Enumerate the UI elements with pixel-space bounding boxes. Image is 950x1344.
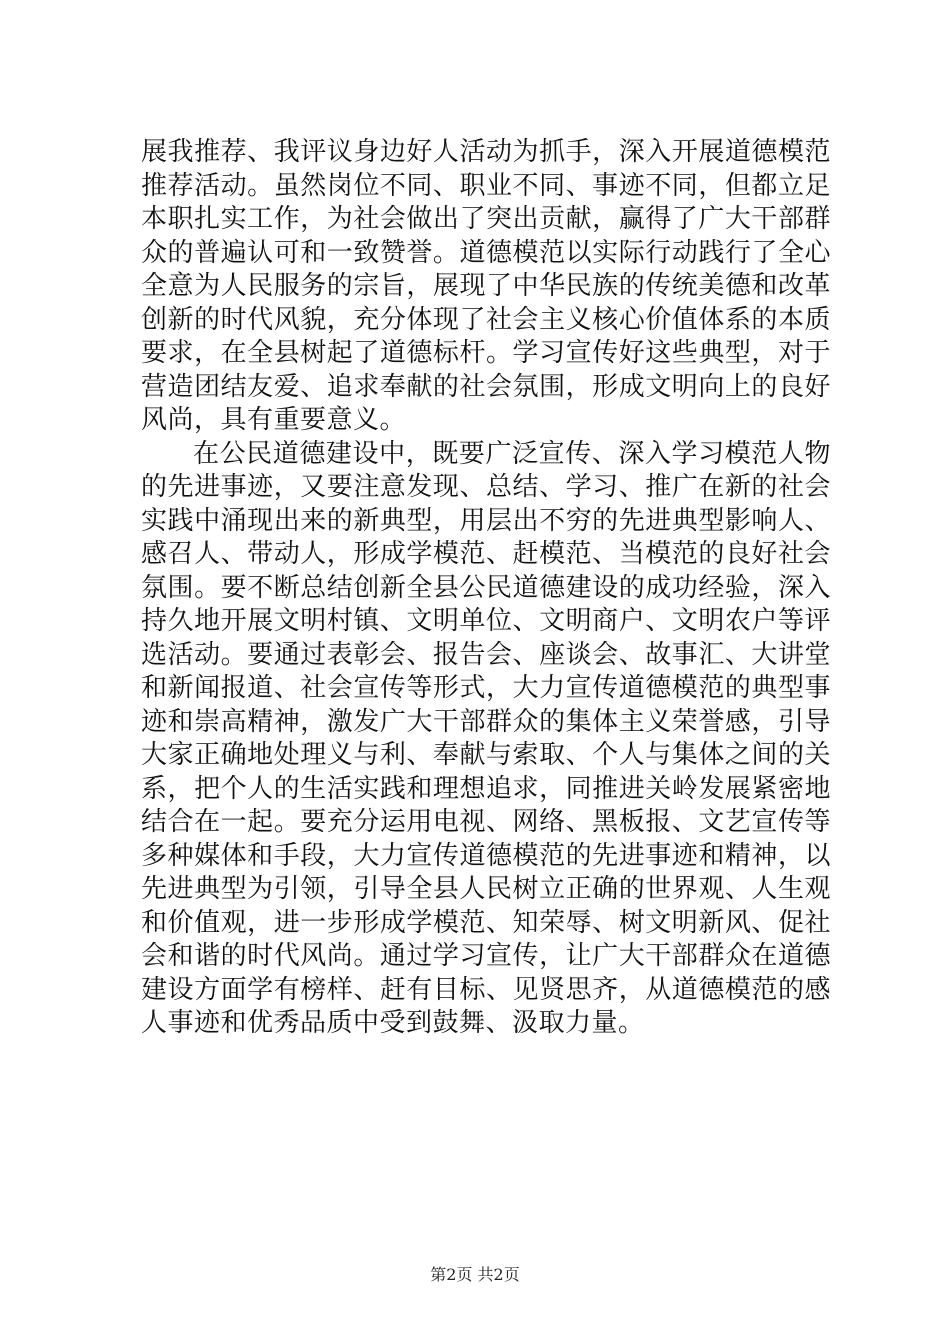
page-footer: 第2页 共2页	[430, 1265, 520, 1284]
document-body	[141, 136, 831, 1041]
paragraph-1: 展我推荐、我评议身边好人活动为抓手，深入开展道德模范推荐活动。虽然岗位不同、职业不同、事迹不同，但都立足本职扎实工作，为社会做出了突出贡献，赢得了广大干部群众的普遍认可和一致赞誉。道德模范以实际行动践行了全心全意为人民服务的宗旨，展现了中华民族的传统美德和改革创新的时代风貌，充分体现了社会主义核心价值体系的本质要求，在全县树起了道德标杆。学习宣传好这些典型，对于营造团结友爱、追求奉献的社会氛围，形成文明向上的良好风尚，具有重要意义。	[141, 137, 831, 435]
paragraph-2: 在公民道德建设中，既要广泛宣传、深入学习模范人物的先进事迹，又要注意发现、总结、学习、推广在新的社会实践中涌现出来的新典型，用层出不穷的先进典型影响人、感召人、带动人，形成学模范、赶模范、当模范的良好社会氛围。要不断总结创新全县公民道德建设的成功经验，深入持久地开展文明村镇、文明单位、文明商户、文明农户等评选活动。要通过表彰会、报告会、座谈会、故事汇、大讲堂和新闻报道、社会宣传等形式，大力宣传道德模范的典型事迹和崇高精神，激发广大干部群众的集体主义荣誉感，引导大家正确地处理义与利、奉献与索取、个人与集体之间的关系，把个人的生活实践和理想追求，同推进关岭发展紧密地结合在一起。要充分运用电视、网络、黑板报、文艺宣传等多种媒体和手段，大力宣传道德模范的先进事迹和精神，以先进典型为引领，引导全县人民树立正确的世界观、人生观和价值观，进一步形成学模范、知荣辱、树文明新风、促社会和谐的时代风尚。通过学习宣传，让广大干部群众在道德建设方面学有榜样、赶有目标、见贤思齐，从道德模范的感人事迹和优秀品质中受到鼓舞、汲取力量。	[141, 438, 831, 1038]
